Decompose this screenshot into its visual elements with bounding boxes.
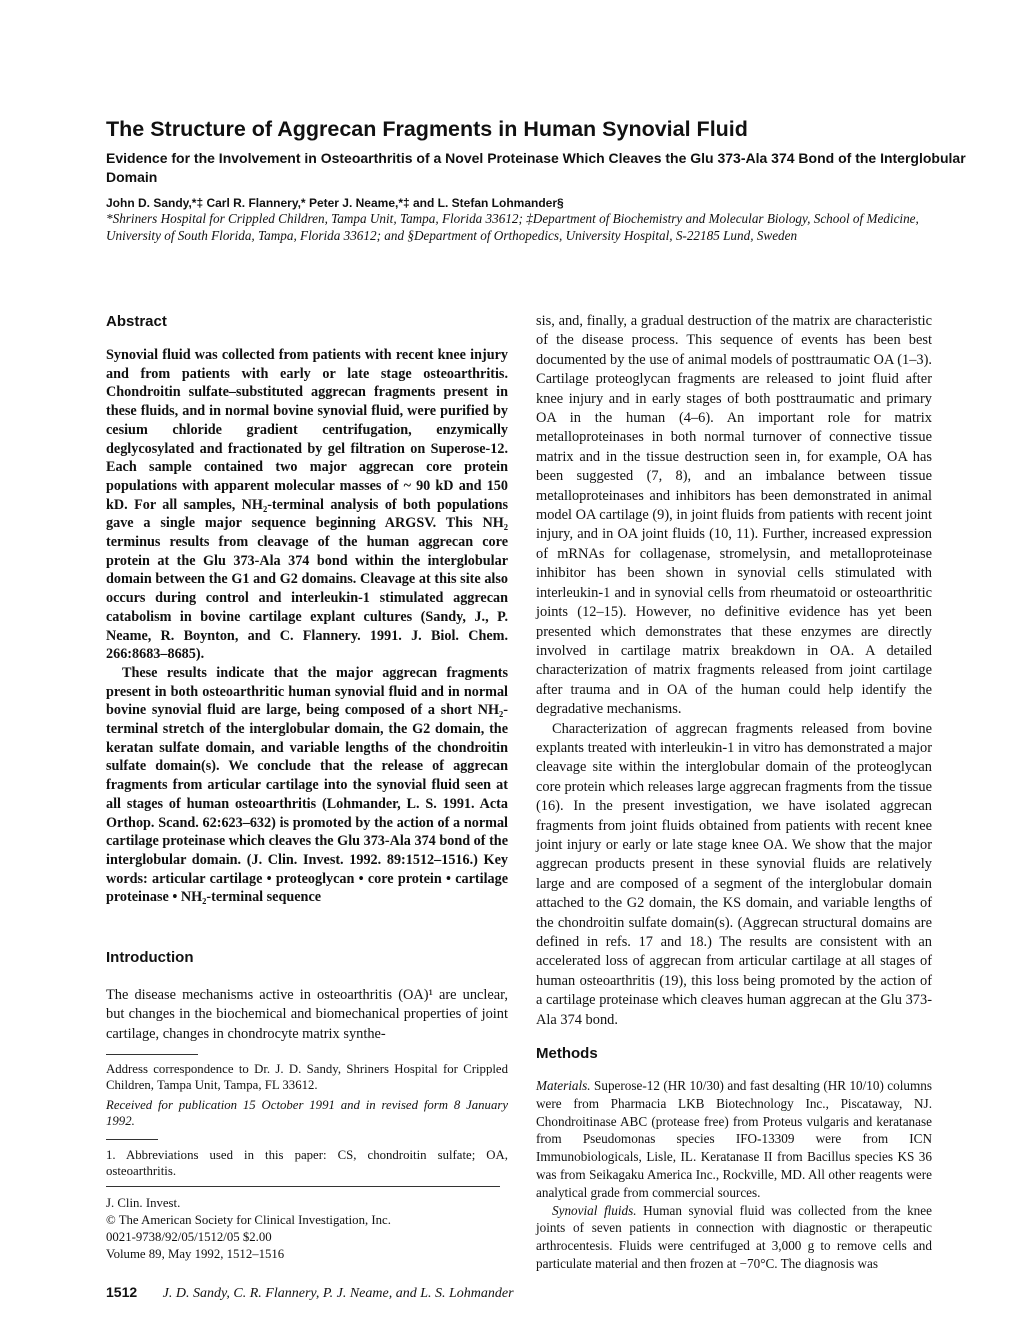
correspondence-note: Address correspondence to Dr. J. D. Sandy, Shriners Hospital for Crippled Children, Tampa Unit, Tampa, FL 33612. — [106, 1062, 508, 1092]
journal-name: J. Clin. Invest. — [106, 1196, 181, 1210]
running-authors: J. D. Sandy, C. R. Flannery, P. J. Neame, and L. S. Lohmander — [162, 1286, 514, 1301]
abstract-paragraph-1: Synovial fluid was collected from patients with recent knee injury and from patients with early or late stage osteoarthritis. Chondroitin sulfate–substituted aggrecan fragments present in these fluids, and in normal bovine synovial fluid, were purified by cesium chloride gradient centrifugation, enzymically deglycosylated and fractionated by gel filtration on Superose-12. Each sample contained two major aggrecan core protein populations with apparent molecular masses of ~ 90 kD and 150 kD. For all samples, NH₂-terminal analysis of both populations gave a single major sequence beginning ARGSV. This NH₂ terminus results from cleavage of the human aggrecan core protein at the Glu 373-Ala 374 bond within the interglobular domain between the G1 and G2 domains. Cleavage at this site also occurs during control and interleukin-1 stimulated aggrecan catabolism in bovine cartilage explant cultures (Sandy, J., P. Neame, R. Boynton, and C. Flannery. 1991. J. Biol. Chem. 266:8683–8685). — [106, 347, 508, 663]
introduction-paragraph-1: The disease mechanisms active in osteoarthritis (OA)¹ are unclear, but changes in the biochemical and biomechanical properties of joint cartilage, changes in chondrocyte matrix synthe- — [106, 987, 508, 1042]
materials-text: Superose-12 (HR 10/30) and fast desalting (HR 10/10) columns were from Pharmacia LKB Biotechnology Inc., Piscataway, NJ. Chondroitinase ABC (protease free) from Proteus vulgaris and keratanase from Pseudomonas species IFO-13309 were from ICN Immunobiologicals, Lisle, IL. Keratanase II from Bacillus species KS 36 was from Seikagaku America Inc., Rockville, MD. All other reagents were analytical grade from commercial sources. — [536, 1078, 932, 1200]
volume-line: Volume 89, May 1992, 1512–1516 — [106, 1247, 285, 1261]
citation-divider — [106, 1186, 500, 1187]
introduction-heading: Introduction — [106, 949, 194, 966]
synovial-lead: Synovial fluids. — [552, 1202, 637, 1218]
abstract-heading: Abstract — [106, 313, 167, 330]
author-list: John D. Sandy,*‡ Carl R. Flannery,* Peter J. Neame,*‡ and L. Stefan Lohmander§ — [106, 196, 564, 210]
issn-line: 0021-9738/92/05/1512/05 $2.00 — [106, 1230, 272, 1244]
methods-synovial-paragraph — [536, 1202, 932, 1273]
methods-heading: Methods — [536, 1045, 598, 1062]
article-subtitle: Evidence for the Involvement in Osteoarthritis of a Novel Proteinase Which Cleaves the Glu 373-Ala 374 Bond of the Interglobular Domain — [106, 150, 966, 185]
right-column-body — [536, 312, 932, 1030]
abstract-paragraph-2: These results indicate that the major aggrecan fragments present in both osteoarthritic human synovial fluid and in normal bovine synovial fluid are large, being composed of a short NH₂-terminal stretch of the interglobular domain, the G2 domain, the keratan sulfate domain, and variable lengths of the chondroitin sulfate domain(s). We conclude that the release of aggrecan fragments from articular cartilage into the synovial fluid seen at all stages of human osteoarthritis (Lohmander, L. S. 1991. Acta Orthop. Scand. 62:623–632) is promoted by the action of a normal cartilage proteinase which cleaves the Glu 373-Ala 374 bond of the interglobular domain. (J. Clin. Invest. 1992. 89:1512–1516.) Key words: articular cartilage • proteoglycan • core protein • cartilage proteinase • NH₂-terminal sequence — [106, 664, 508, 906]
intro-continued-paragraph-1: sis, and, finally, a gradual destruction of the matrix are characteristic of the disease process. This sequence of events has been best documented by the use of animal models of posttraumatic OA (1–3). Cartilage proteoglycan fragments are released to joint fluid after knee injury and in early stages of both posttraumatic and primary OA in the human (4–6). An important role for matrix metalloproteinases in both normal turnover of connective tissue matrix and in the tissue destruction seen in, for example, OA has been suggested (7, 8), and an imbalance between tissue metalloproteinases and inhibitors has been demonstrated in animal model OA cartilage (9), in joint fluids from patients with recent joint injury, and in OA joint fluids (10, 11). Further, increased expression of mRNAs for collagenase, stromelysin, and metalloproteinase inhibitor has been shown in synovial cells stimulated with interleukin-1 and in synovial cells from rheumatoid or osteoarthritic joints (12–15). However, no definitive evidence has yet been presented which demonstrates that these enzymes are directly involved in cartilage matrix breakdown in OA. A detailed characterization of matrix fragments released from joint cartilage after trauma and in OA of the human could help identify the degradative mechanisms. — [536, 313, 932, 718]
page-number: 1512 — [106, 1284, 138, 1300]
methods-materials-paragraph — [536, 1077, 932, 1202]
synovial-text: Human synovial fluid was collected from the knee joints of seven patients in connection with diagnostic or therapeutic arthrocentesis. Fluids were centrifuged at 3,000 g to remove cells and particulate material and then frozen at −70°C. The diagnosis was — [536, 1202, 932, 1271]
page-footer — [106, 1284, 514, 1302]
abbreviation-divider — [106, 1139, 158, 1140]
materials-lead: Materials. — [536, 1078, 591, 1093]
copyright-line: © The American Society for Clinical Investigation, Inc. — [106, 1213, 391, 1227]
abstract-body — [106, 346, 508, 907]
methods-body — [536, 1077, 932, 1273]
footnote-divider — [106, 1054, 198, 1055]
introduction-body — [106, 986, 508, 1044]
abbreviation-footnote: 1. Abbreviations used in this paper: CS, chondroitin sulfate; OA, osteoarthritis. — [106, 1148, 508, 1178]
article-title: The Structure of Aggrecan Fragments in Human Synovial Fluid — [106, 117, 748, 141]
received-note: Received for publication 15 October 1991 and in revised form 8 January 1992. — [106, 1098, 508, 1128]
intro-continued-paragraph-2: Characterization of aggrecan fragments released from bovine explants treated with interleukin-1 in vitro has demonstrated a major cleavage site within the interglobular domain of the proteoglycan core protein which releases large aggrecan fragments from the tissue (16). In the present investigation, we have isolated aggrecan fragments from joint fluids obtained from patients with recent knee joint injury or early or late stage knee OA. We show that the major aggrecan products present in these synovial fluids are relatively large and are composed of a segment of the interglobular domain attached to the G2 domain, the KS domain, and variable lengths of the chondroitin sulfate domain(s). (Aggrecan structural domains are defined in refs. 17 and 18.) The results are consistent with an accelerated loss of aggrecan from articular cartilage at all stages of human osteoarthritis (19), this loss being promoted by the action of a cartilage proteinase which cleaves human aggrecan at the Glu 373-Ala 374 bond. — [536, 720, 932, 1028]
author-affiliations: *Shriners Hospital for Crippled Children, Tampa Unit, Tampa, Florida 33612; ‡Department of Biochemistry and Molecular Biology, School of Medicine, University of South Florida, Tampa, Florida 33612; and §Department of Orthopedics, University Hospital, S-22185 Lund, Sweden — [106, 211, 919, 243]
